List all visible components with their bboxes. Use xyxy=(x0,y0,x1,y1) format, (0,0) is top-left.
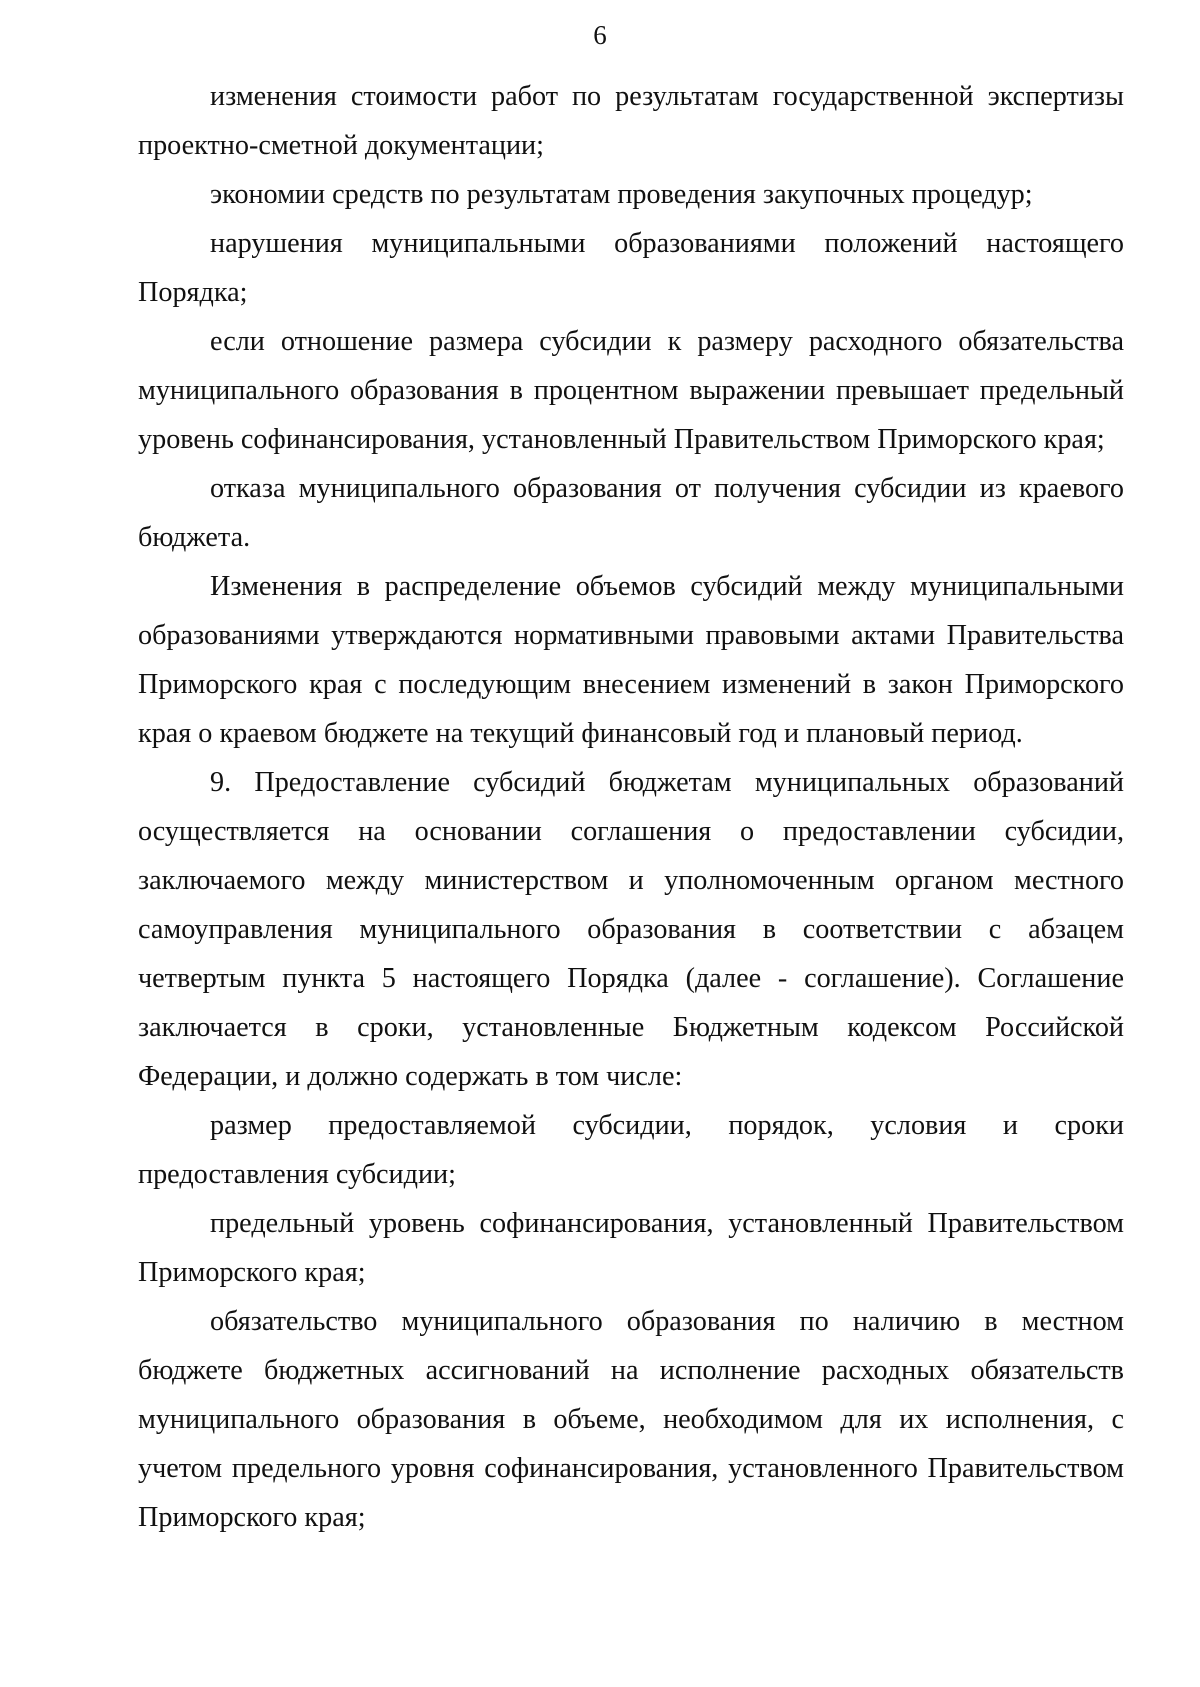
paragraph: Изменения в распределение объемов субсидий между муниципальными образованиями утверждаются нормативными правовыми актами Правительства Приморского края с последующим внесением изменений в закон Приморского края о краевом бюджете на текущий финансовый год и плановый период. xyxy=(138,571,1124,749)
paragraph: изменения стоимости работ по результатам государственной экспертизы проектно-сметной документации; xyxy=(138,81,1124,161)
paragraph: 9. Предоставление субсидий бюджетам муниципальных образований осуществляется на основании соглашения о предоставлении субсидии, заключаемого между министерством и уполномоченным органом местного самоуправления муниципального образования в соответствии с абзацем четвертым пункта 5 настоящего Порядка (далее - соглашение). Соглашение заключается в сроки, установленные Бюджетным кодексом Российской Федерации, и должно содержать в том числе: xyxy=(138,767,1124,1092)
paragraph: обязательство муниципального образования по наличию в местном бюджете бюджетных ассигнований на исполнение расходных обязательств муниципального образования в объеме, необходимом для их исполнения, с учетом предельного уровня софинансирования, установленного Правительством Приморского края; xyxy=(138,1306,1124,1533)
document-body xyxy=(138,72,1124,1542)
paragraph: экономии средств по результатам проведения закупочных процедур; xyxy=(210,179,1033,210)
paragraph: отказа муниципального образования от получения субсидии из краевого бюджета. xyxy=(138,473,1124,553)
page-number: 6 xyxy=(593,20,607,50)
paragraph: предельный уровень софинансирования, установленный Правительством Приморского края; xyxy=(138,1208,1124,1288)
paragraph: нарушения муниципальными образованиями положений настоящего Порядка; xyxy=(138,228,1124,308)
paragraph: размер предоставляемой субсидии, порядок, условия и сроки предоставления субсидии; xyxy=(138,1110,1124,1190)
paragraph: если отношение размера субсидии к размеру расходного обязательства муниципального образования в процентном выражении превышает предельный уровень софинансирования, установленный Правительством Приморского края; xyxy=(138,326,1124,455)
